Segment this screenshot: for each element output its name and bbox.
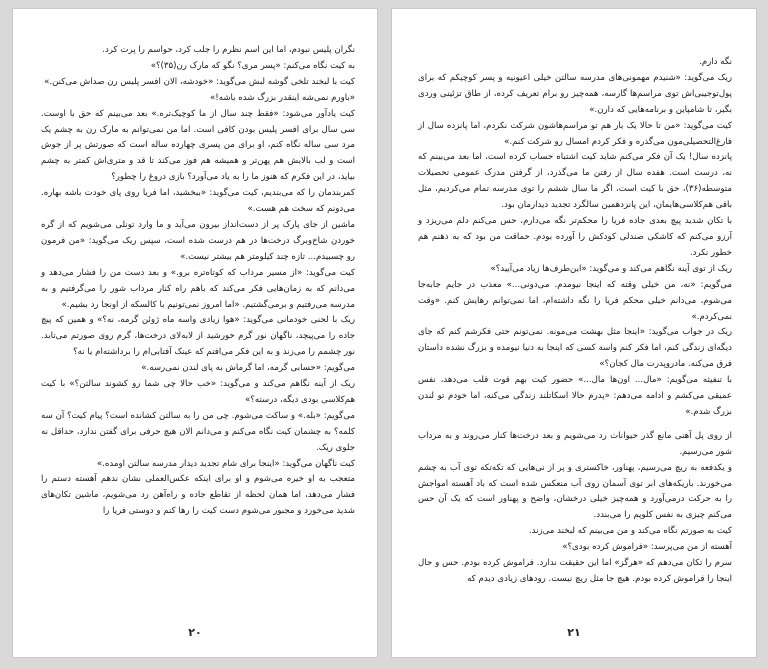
- paragraph: کمربندمان را که می‌بندیم، کیت می‌گوید: «ببخشید، اما فریا روی پای خودت باشه بهاره. می‌دونم که سخت هم هست.»: [41, 188, 355, 215]
- paragraph: کیت می‌گوید: «من تا حالا یک بار هم تو مراسم‌هاشون شرکت نکردم، اما پانزده سال از فارغ‌التحصیلی‌مون می‌گذره و فکر کردم امسال رو شرکت کنم.»: [418, 120, 732, 147]
- book-page-left: [12, 8, 378, 658]
- paragraph: نگران پلیس نبودم، اما این اسم نظرم را جلب کرد، حواسم را پرت کرد.: [102, 45, 355, 55]
- paragraph: به کیت نگاه می‌کنم: «پسر مری؟ نگو که مارک رن(۳۵)؟»: [150, 60, 355, 71]
- paragraph: ریک در جواب می‌گوید: «اینجا مثل بهشت می‌مونه. نمی‌تونم حتی فکرشم کنم که جای دیگه‌ای زندگی کنم، اما فکر کنم واسه کسی که اینجا به دنیا نیومده و بزرگ نشده داستان فرق می‌کنه. مادروپدرت مال کجان؟»: [418, 327, 732, 370]
- paragraph: کیت یادآور می‌شود: «فقط چند سال از ما کوچیک‌تره.» بعد می‌بینم که حق با اوست. سی سال برای افسر پلیس بودن کافی است. اما من نمی‌توانم به مارک رن به چشم یک مرد سی ساله نگاه کنم، او برای من پسری چهارده ساله است که صورتش پر از جوش است و لب بالایش هم پهن‌تر و همیشه هم فوز می‌کند تا قد و متری‌اش کمتر به چشم بیاید، در این فکرم که هنوز ما را به یاد می‌آورد؟ بازی دروغ را چطور؟: [41, 108, 355, 183]
- paragraph: «باورم نمی‌شه اینقدر بزرگ شده باشه!»: [210, 92, 355, 103]
- paragraph: و یکدفعه به ریچ می‌رسیم، پهناور، خاکستری و پر از نی‌هایی که تکه‌تکه توی آب به چشم می‌خورند. باریکه‌های ابر توی آسمان روی آب منعکس شده است که باد آهسته امواجش را به حرکت درمی‌آورد و همه‌چیز خیلی درخشان، واضح و پهناور است که یک آن حس می‌کنم چیزی به نفس کلوپم را می‌بندد.: [418, 462, 732, 521]
- paragraph: ریک از توی آینه نگاهم می‌کند و می‌گوید: «این‌طرف‌ها زیاد می‌آیید؟»: [490, 263, 732, 274]
- paragraph: کیت ناگهان می‌گوید: «اینجا برای شام تجدید دیدار مدرسه سالتن اومده.»: [96, 458, 355, 469]
- paragraph: می‌گویم: «حسابی گرمه، اما گرماش به پای لندن نمی‌رسه.»: [141, 363, 355, 374]
- page-number: ۲۱: [567, 626, 581, 639]
- paragraph: آهسته از من می‌پرسد: «فراموش کرده بودی؟»: [562, 542, 732, 553]
- paragraph: از روی پل آهنی مانع گذر حیوانات رد می‌شویم و بعد درخت‌ها کنار می‌روند و به مرداب شور می‌رسیم.: [418, 430, 732, 457]
- paragraph: می‌گویم: «بله.» و ساکت می‌شوم. چی من را به سالتن کشانده است؟ پیام کیت؟ آن سه کلمه؟ به چشمان کیت نگاه می‌کنم و می‌دانم الان هیچ حرفی برای گفتن ندارد، حداقل نه جلوی ریک.: [41, 410, 355, 453]
- paragraph: کیت به صورتم نگاه می‌کند و من می‌بینم که لبخند می‌زند.: [528, 526, 732, 537]
- page-number: ۲۰: [188, 626, 202, 639]
- paragraph: با تنفیثه می‌گویم: «مال... اون‌ها مال...» حضور کیت بهم قوت قلب می‌دهد، نفس عمیقی می‌کشم و ادامه می‌دهم: «پدرم حالا اسکاتلند زندگی می‌کنه، اما خودم تو لندن بزرگ شدم.»: [418, 375, 732, 417]
- page-text-left: [41, 43, 355, 520]
- paragraph: کیت می‌گوید: «از مسیر مرداب که کوتاه‌تره برو.» و بعد دست من را فشار می‌دهد و می‌دانم که به زمان‌هایی فکر می‌کند که باهم راه کنار مرداب شور را می‌گرفتیم و به مدرسه می‌رفتیم و برمی‌گشتیم. «اما امروز نمی‌تونیم با کالسکه از اونجا رد بشیم.»: [41, 267, 355, 310]
- paragraph: متعجب به او خیره می‌شوم و او برای اینکه عکس‌العملی نشان ندهم آهسته دستم را فشار می‌دهد، اما همان لحظه از تقاطع جاده و راه‌آهن رد می‌شویم، ماشین تکان‌های شدید می‌خورد و مجبور می‌شوم دست کیت را رها کنم و دوستی فریا را: [41, 474, 355, 517]
- book-page-right: [391, 8, 757, 658]
- paragraph: ریک با لحنی خودمانی می‌گوید: «هوا زیادی واسه ماه ژوئن گرمه، نه؟» و همین که پیچ جاده را می‌پیچد، ناگهان نور گرم خورشید از لابه‌لای درخت‌ها، گرم روی صورتم می‌تابد. نور چشمم را می‌زند و به این فکر می‌افتم که عینک آفتابی‌ام را برداشته‌ام یا نه؟: [41, 315, 355, 358]
- paragraph: ماشین از جای پارک پر از دست‌انداز بیرون می‌آید و ما وارد تونلی می‌شویم که از گره خوردن شاخ‌وبرگ درخت‌ها در هم درست شده است، سپس ریک می‌گوید: «من فرمون رو چسبیدم... تازه چند کیلومتر هم بیشتر نیست.»: [41, 219, 355, 262]
- page-text-right: [418, 55, 732, 588]
- paragraph: با تکان شدید پیچ بعدی جاده فریا را محکم‌تر نگه می‌دارم، حس می‌کنم دلم می‌ریزد و آرزو می‌کنم که کاشکی صندلی کودکش را آورده بودم. حماقت من بود که به ذهنم هم خطور نکرد.: [418, 216, 732, 258]
- paragraph: ریک می‌گوید: «شنیدم مهمونی‌های مدرسه سالتن خیلی اعیونیه و پسر کوچیکم که برای پول‌توجیبی‌اش توی مراسم‌ها گارسه، همه‌چیز رو برام تعریف کرده، از طاق تزئینی وردی بگیر، تا شامپاین و برنامه‌هایی که دارن.»: [418, 72, 732, 115]
- paragraph: ریک از آینه نگاهم می‌کند و می‌گوید: «خب حالا چی شما رو کشوند سالتن؟» با کیت هم‌کلاسی بودی دیگه، درسته؟»: [41, 379, 355, 405]
- section-break: [418, 421, 732, 429]
- paragraph: نگه دارم.: [699, 57, 732, 67]
- paragraph: سرم را تکان می‌دهم که «هرگز» اما این حقیقت ندارد. فراموش کرده بودم. حس و حال اینجا را فراموش کرده بودم. هیچ جا مثل ریچ نیست. رودهای زیادی دیدم که: [418, 558, 732, 584]
- paragraph: کیت با لبخند تلخی گوشه لبش می‌گوید: «خودشه، الان افسر پلیس رن صداش می‌کنن.»: [44, 76, 355, 87]
- paragraph: می‌گویم: «نه، من خیلی وقته که اینجا نیومدم. می‌دونی...» معذب در جایم جابه‌جا می‌شوم، می‌دانم خیلی محکم فریا را نگه داشته‌ام، اما نمی‌توانم رهایش کنم. «وقت نمی‌کردم.»: [418, 279, 732, 322]
- paragraph: پانزده سال! یک آن فکر می‌کنم شاید کیت اشتباه حساب کرده است، اما بعد می‌بینم که نه، درست است. هفده سال از رفتن ما می‌گذرد، از گرفتن مدرک عمومی تحصیلات متوسطه(۳۶)، حق با کیت است، اگر ما سال ششم را توی مدرسه تمام می‌کردیم، مثل باقی هم‌کلاسی‌هایمان، این پانزدهمین سالگرد تجدید دیدارمان بود.: [418, 152, 732, 211]
